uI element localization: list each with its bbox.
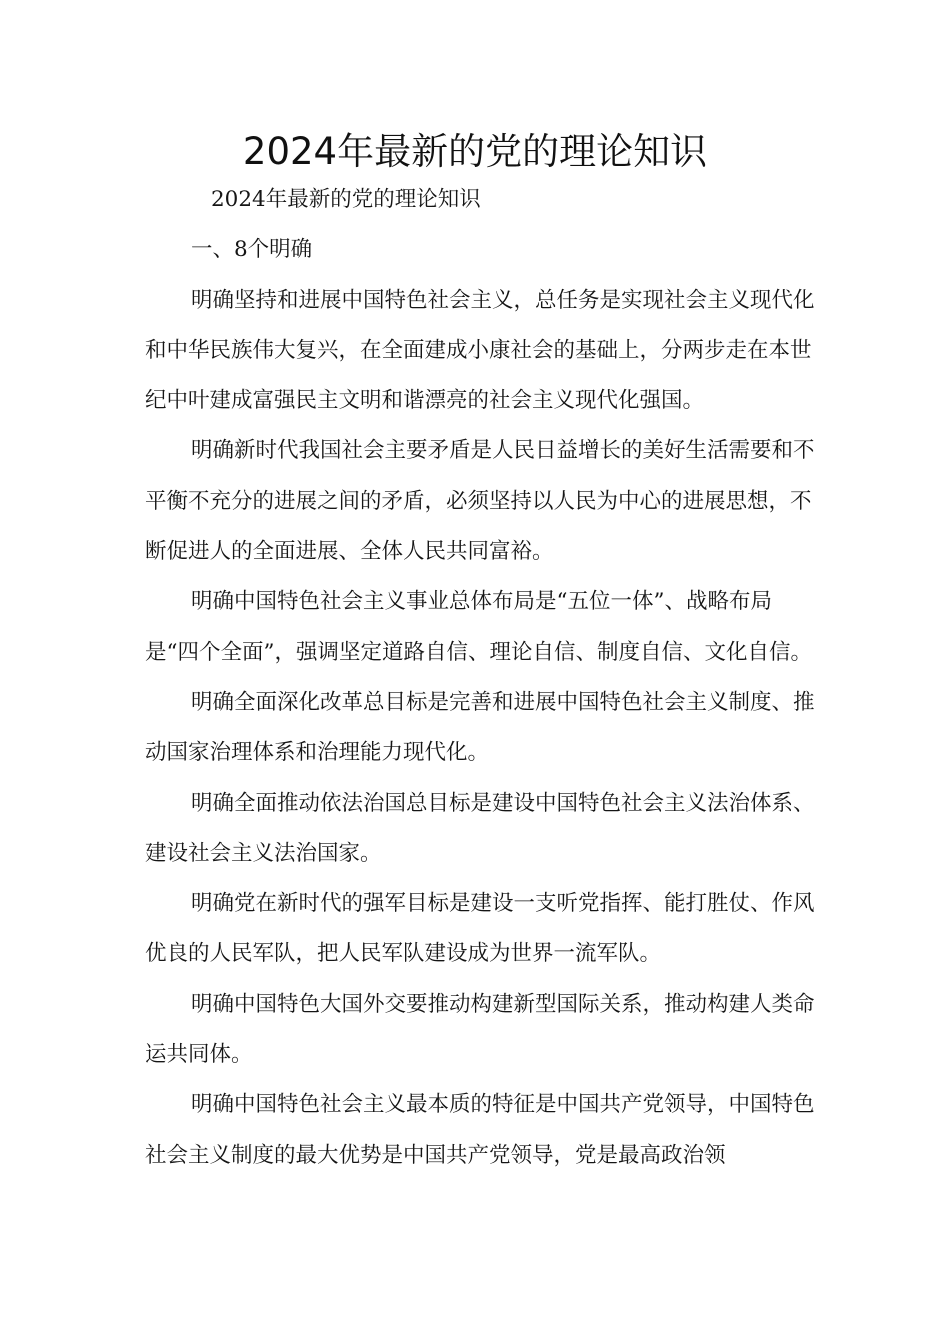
paragraph-6: 明确党在新时代的强军目标是建设一支听党指挥、能打胜仗、作风优良的人民军队，把人民军队建设成为世界一流军队。: [145, 891, 815, 967]
paragraph-4: 明确全面深化改革总目标是完善和进展中国特色社会主义制度、推动国家治理体系和治理能力现代化。: [145, 689, 815, 766]
section-heading: 一、8个明确: [191, 237, 313, 263]
document-subtitle: 2024年最新的党的理论知识: [211, 187, 481, 212]
document-body: [145, 175, 815, 1181]
paragraph-1: 明确坚持和进展中国特色社会主义，总任务是实现社会主义现代化和中华民族伟大复兴，在全面建成小康社会的基础上，分两步走在本世纪中叶建成富强民主文明和谐漂亮的社会主义现代化强国。: [145, 287, 815, 414]
document-title: 2024年最新的党的理论知识: [242, 130, 708, 173]
paragraph-3: 明确中国特色社会主义事业总体布局是“五位一体”、战略布局是“四个全面”，强调坚定道路自信、理论自信、制度自信、文化自信。: [145, 589, 812, 665]
paragraph-7: 明确中国特色大国外交要推动构建新型国际关系，推动构建人类命运共同体。: [145, 991, 815, 1068]
paragraph-5: 明确全面推动依法治国总目标是建设中国特色社会主义法治体系、建设社会主义法治国家。: [145, 790, 815, 866]
paragraph-8: 明确中国特色社会主义最本质的特征是中国共产党领导，中国特色社会主义制度的最大优势是中国共产党领导，党是最高政治领: [145, 1092, 815, 1168]
paragraph-2: 明确新时代我国社会主要矛盾是人民日益增长的美好生活需要和不平衡不充分的进展之间的矛盾，必须坚持以人民为中心的进展思想，不断促进人的全面进展、全体人民共同富裕。: [145, 438, 815, 565]
